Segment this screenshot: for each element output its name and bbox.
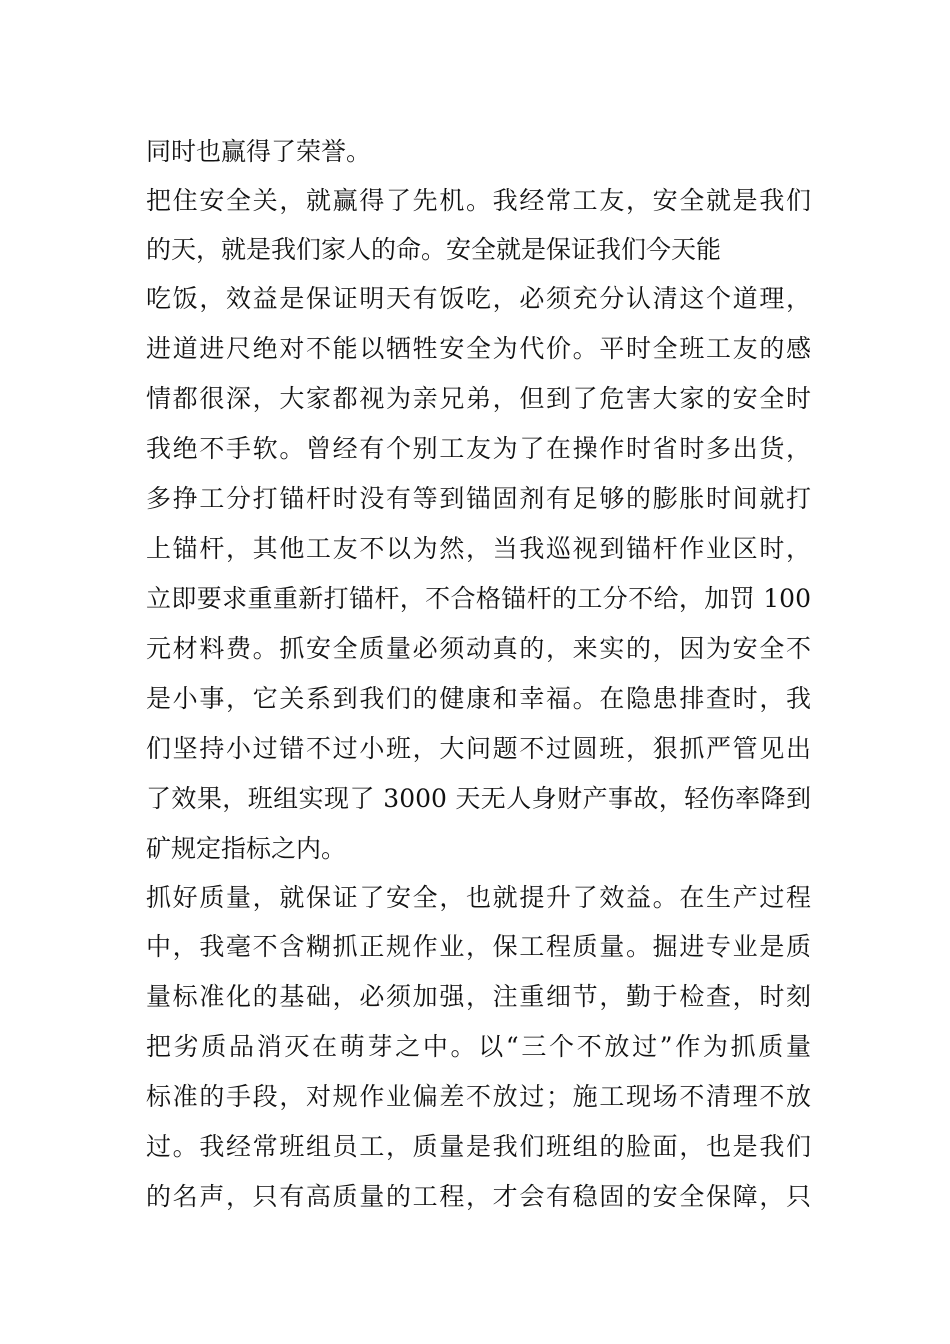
text-line: 同时也赢得了荣誉。 xyxy=(146,137,372,166)
text-line: 量标准化的基础，必须加强，注重细节，勤于检查，时刻 xyxy=(146,982,811,1011)
text-line: 们坚持小过错不过小班，大问题不过圆班，狠抓严管见出 xyxy=(146,734,811,763)
text-line: 的名声，只有高质量的工程，才会有稳固的安全保障，只 xyxy=(146,1182,811,1211)
text-line: 上锚杆，其他工友不以为然，当我巡视到锚杆作业区时， xyxy=(146,534,811,563)
text-line: 是小事，它关系到我们的健康和幸福。在隐患排查时，我 xyxy=(146,684,811,713)
text-line: 吃饭，效益是保证明天有饭吃，必须充分认清这个道理， xyxy=(146,284,811,313)
text-line: 元材料费。抓安全质量必须动真的，来实的，因为安全不 xyxy=(146,634,811,663)
text-line: 抓好质量，就保证了安全，也就提升了效益。在生产过程 xyxy=(146,883,811,912)
text-line: 进道进尺绝对不能以牺牲安全为代价。平时全班工友的感 xyxy=(146,334,811,363)
text-line: 矿规定指标之内。 xyxy=(146,834,347,863)
text-line: 标准的手段，对规作业偏差不放过；施工现场不清理不放 xyxy=(146,1082,811,1111)
text-line: 中，我毫不含糊抓正规作业，保工程质量。掘进专业是质 xyxy=(146,932,811,961)
text-line: 的天，就是我们家人的命。安全就是保证我们今天能 xyxy=(146,235,722,264)
text-line: 多挣工分打锚杆时没有等到锚固剂有足够的膨胀时间就打 xyxy=(146,484,811,513)
text-line: 情都很深，大家都视为亲兄弟，但到了危害大家的安全时 xyxy=(146,384,811,413)
text-line: 立即要求重重新打锚杆，不合格锚杆的工分不给，加罚 100 xyxy=(146,584,811,613)
text-line: 了效果，班组实现了 3000 天无人身财产事故，轻伤率降到 xyxy=(146,784,811,813)
text-line: 把劣质品消灭在萌芽之中。以“三个不放过”作为抓质量 xyxy=(146,1032,811,1061)
text-line: 把住安全关，就赢得了先机。我经常工友，安全就是我们 xyxy=(146,186,811,215)
text-line: 过。我经常班组员工，质量是我们班组的脸面，也是我们 xyxy=(146,1132,811,1161)
text-line: 我绝不手软。曾经有个别工友为了在操作时省时多出货， xyxy=(146,434,811,463)
